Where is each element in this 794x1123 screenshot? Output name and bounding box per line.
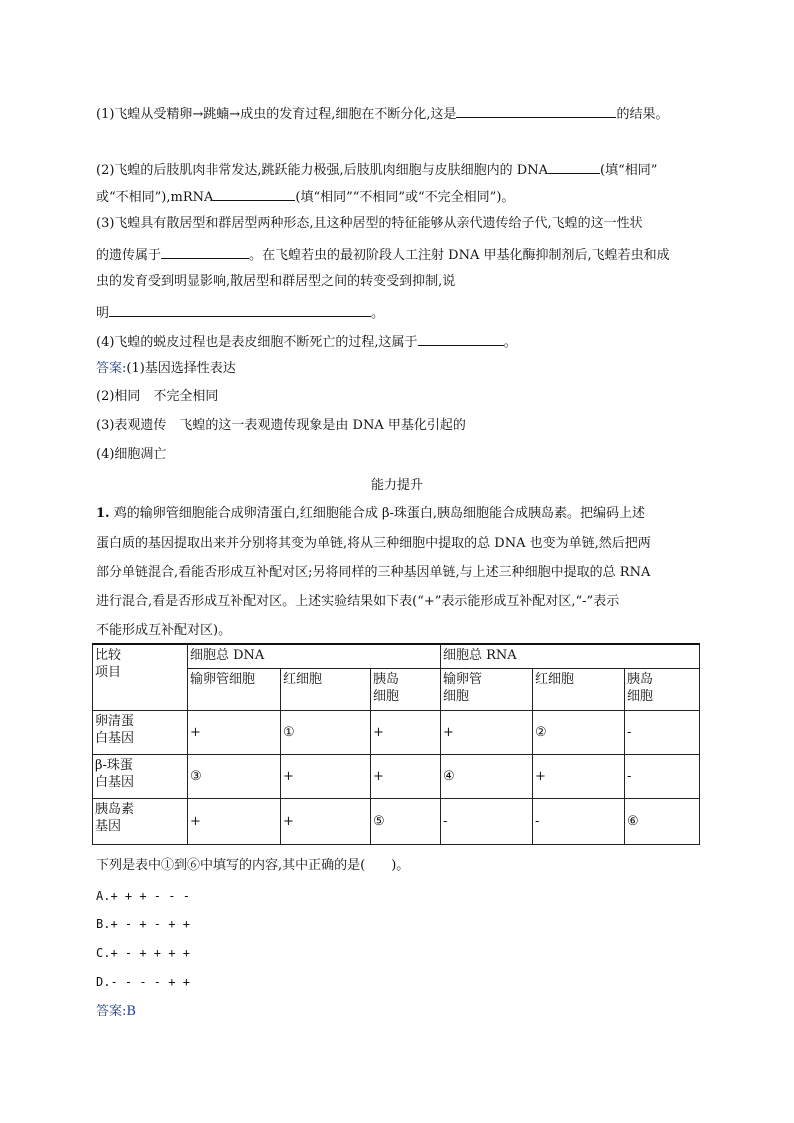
- answer-label: 答案:: [96, 361, 127, 376]
- part-3b-text: 的遗传属于: [96, 248, 162, 263]
- q1-question: 下列是表中①到⑥中填写的内容,其中正确的是( )。: [96, 858, 410, 873]
- table-subheader: 输卵管细胞: [188, 668, 281, 710]
- question-part-2: [96, 159, 657, 180]
- part-4-text-end: 。: [503, 335, 517, 350]
- table-cell: ④: [441, 754, 533, 798]
- q1-stem-line: [96, 505, 645, 523]
- part-2-text: (2)飞蝗的后肢肌肉非常发达,跳跃能力极强,后肢肌肉细胞与皮肤细胞内的 DNA: [96, 163, 548, 178]
- part-1-text-end: 的结果。: [616, 107, 669, 122]
- answer-blank[interactable]: [161, 244, 249, 259]
- answer-blank[interactable]: [456, 103, 616, 118]
- option-a[interactable]: A.+ + + - - -: [96, 889, 190, 903]
- answer-line-3: [96, 417, 466, 435]
- answer-blank[interactable]: [213, 186, 295, 201]
- table-cell: +: [188, 710, 281, 754]
- part-3d-text: 明: [96, 306, 110, 321]
- table-cell: -: [625, 710, 700, 754]
- table-cell: ⑥: [625, 798, 700, 844]
- question-part-3-cont: [96, 244, 670, 265]
- table-subheader: 胰岛 细胞: [625, 668, 700, 710]
- q1-stem-line: 不能形成互补配对区)。: [96, 623, 232, 638]
- table-cell: +: [281, 754, 371, 798]
- table-cell: +: [371, 754, 441, 798]
- table-row: [93, 754, 700, 798]
- table-cell: -: [441, 798, 533, 844]
- part-3-text: (3)飞蝗具有散居型和群居型两种形态,且这种居型的特征能够从亲代遗传给子代,飞蝗的这一性状: [96, 216, 643, 231]
- option-d[interactable]: D.- - - - + +: [96, 975, 190, 989]
- answer-text: (2)相同 不完全相同: [96, 389, 219, 404]
- question-part-3-cont2: [96, 273, 455, 291]
- q1-stem-line: 蛋白质的基因提取出来并分别将其变为单链,将从三种细胞中提取的总 DNA 也变为单链,然后把两: [96, 536, 651, 551]
- table-cell: ①: [281, 710, 371, 754]
- part-3c-text: 虫的发育受到明显影响,散居型和群居型之间的转变受到抑制,说: [96, 274, 456, 289]
- answer-blank[interactable]: [548, 159, 600, 174]
- answer-line-1: [96, 360, 236, 378]
- part-3b-text-end: 。在飞蝗若虫的最初阶段人工注射 DNA 甲基化酶抑制剂后,飞蝗若虫和成: [249, 248, 670, 263]
- row-label: 胰岛素 基因: [93, 798, 188, 844]
- q1-stem-text: 鸡的输卵管细胞能合成卵清蛋白,红细胞能合成 β-珠蛋白,胰岛细胞能合成胰岛素。把编码上述: [113, 506, 646, 521]
- table-cell: +: [371, 710, 441, 754]
- table-subheader: 输卵管 细胞: [441, 668, 533, 710]
- table-subheader: 红细胞: [281, 668, 371, 710]
- question-part-2-cont: [96, 186, 514, 207]
- row-label: β-珠蛋 白基因: [93, 754, 188, 798]
- q1-stem-line: 进行混合,看是否形成互补配对区。上述实验结果如下表(“+”表示能形成互补配对区,“-”表示: [96, 594, 620, 609]
- table-group-header-dna: 细胞总 DNA: [188, 644, 441, 668]
- table-subheader: 胰岛 细胞: [371, 668, 441, 710]
- answer-blank[interactable]: [109, 302, 371, 317]
- answer-line-2: [96, 388, 218, 406]
- answer-text: (4)细胞凋亡: [96, 447, 167, 462]
- option-c[interactable]: C.+ - + + + +: [96, 946, 190, 960]
- row-label: 卵清蛋 白基因: [93, 710, 188, 754]
- table-corner-header: 比较 项目: [93, 644, 188, 710]
- part-2b-text-end: (填“相同”“不相同”或“不完全相同”)。: [295, 190, 515, 205]
- question-part-3: [96, 215, 643, 233]
- table-cell: +: [533, 754, 625, 798]
- table-subheader: 红细胞: [533, 668, 625, 710]
- q1-answer: 答案:B: [96, 1004, 136, 1019]
- part-3d-text-end: 。: [371, 306, 385, 321]
- table-cell: ⑤: [371, 798, 441, 844]
- table-cell: +: [281, 798, 371, 844]
- q1-stem-line: 部分单链混合,看能否形成互补配对区;另将同样的三种基因单链,与上述三种细胞中提取的总 RNA: [96, 565, 651, 580]
- answer-text: (3)表观遗传 飞蝗的这一表观遗传现象是由 DNA 甲基化引起的: [96, 418, 466, 433]
- answer-text: (1)基因选择性表达: [126, 361, 236, 376]
- answer-line-4: [96, 446, 166, 464]
- question-part-1: [96, 103, 668, 124]
- table-row: [93, 798, 700, 844]
- table-cell: -: [625, 754, 700, 798]
- option-b[interactable]: B.+ - + - + +: [96, 917, 190, 931]
- table-cell: ②: [533, 710, 625, 754]
- question-number: 1.: [96, 506, 110, 521]
- answer-blank[interactable]: [418, 331, 504, 346]
- section-title: 能力提升: [370, 478, 423, 493]
- comparison-table: [92, 643, 700, 845]
- question-part-4: [96, 331, 517, 352]
- table-cell: +: [441, 710, 533, 754]
- table-group-header-rna: 细胞总 RNA: [441, 644, 700, 668]
- table-row: [93, 710, 700, 754]
- table-cell: ③: [188, 754, 281, 798]
- question-part-3-cont3: [96, 302, 384, 323]
- part-2-text-end: (填“相同”: [600, 163, 658, 178]
- part-1-text: (1)飞蝗从受精卵→跳蝻→成虫的发育过程,细胞在不断分化,这是: [96, 107, 457, 122]
- part-2b-text: 或“不相同”),mRNA: [96, 190, 214, 205]
- part-4-text: (4)飞蝗的蜕皮过程也是表皮细胞不断死亡的过程,这属于: [96, 335, 418, 350]
- table-cell: -: [533, 798, 625, 844]
- table-cell: +: [188, 798, 281, 844]
